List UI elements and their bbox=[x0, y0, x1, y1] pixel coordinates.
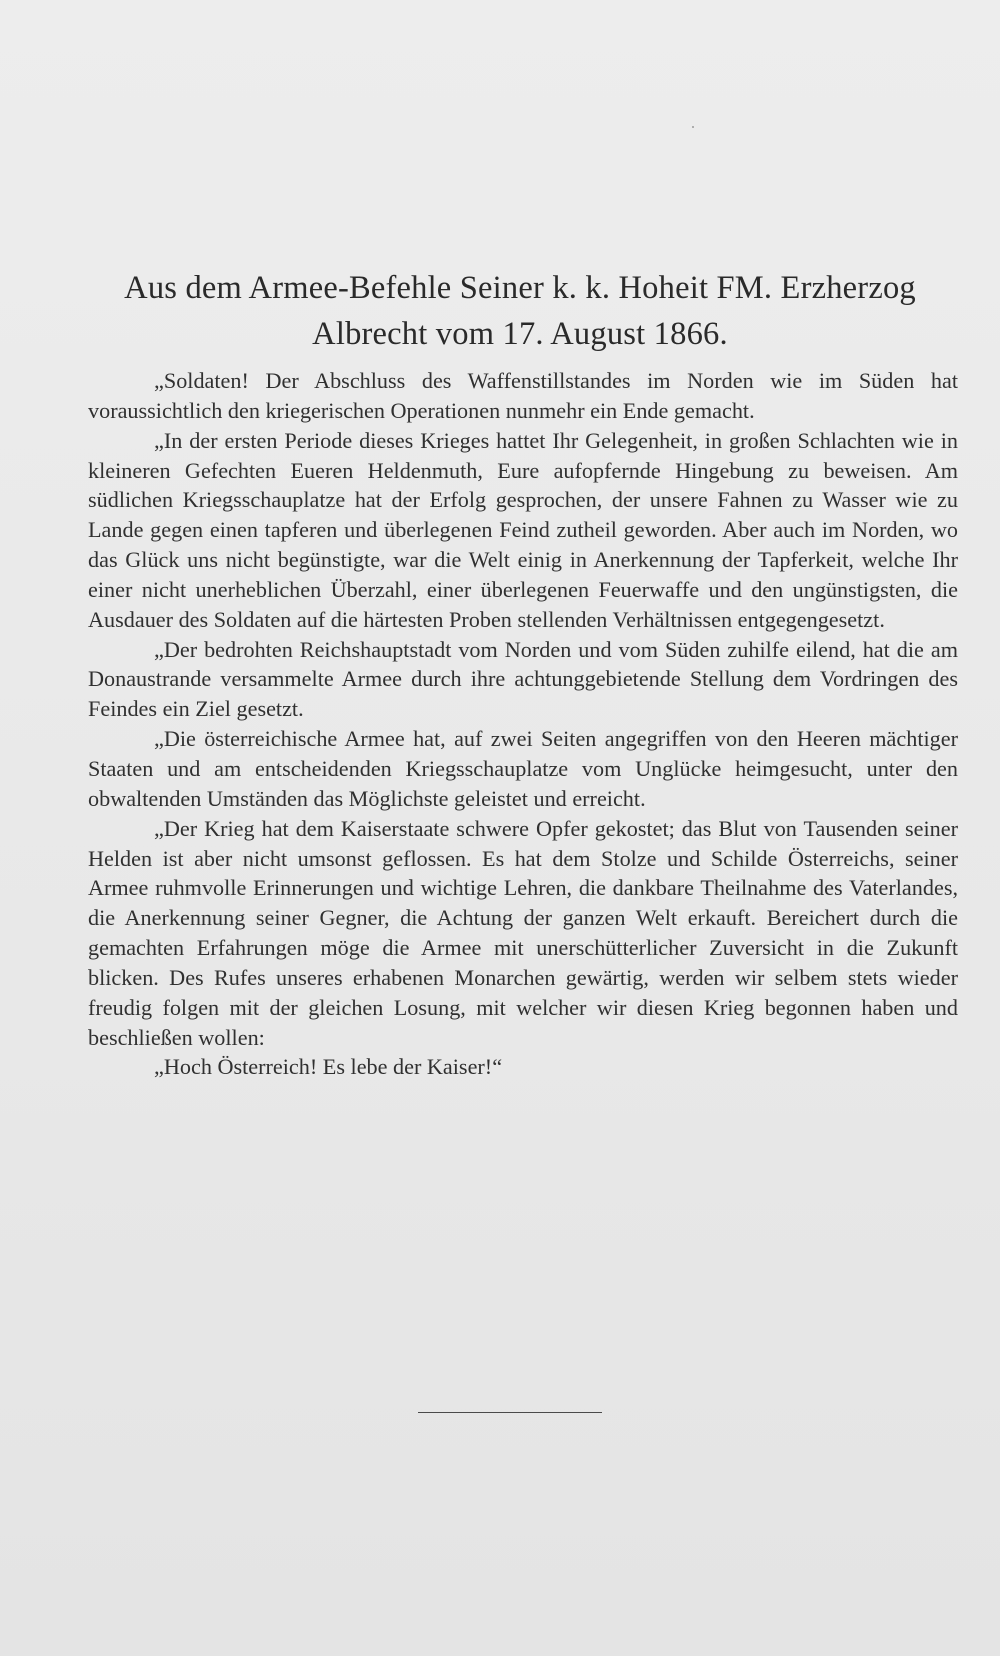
document-body bbox=[88, 366, 958, 1082]
document-title-line-2: Albrecht vom 17. August 1866. bbox=[312, 316, 728, 352]
closing-rule bbox=[418, 1412, 602, 1413]
paragraph-4: „Die österreichische Armee hat, auf zwei Seiten angegriffen von den Heeren mächtiger Staaten und am entscheidenden Kriegsschauplatze vom Unglücke heimgesucht, unter den obwaltenden Umständen das Möglichste geleistet und erreicht. bbox=[88, 726, 958, 811]
paragraph-1: „Soldaten! Der Abschluss des Waffenstillstandes im Norden wie im Süden hat voraussichtlich den kriegerischen Operationen nunmehr ein Ende gemacht. bbox=[88, 368, 958, 423]
paper-speck bbox=[692, 126, 694, 128]
paragraph-5: „Der Krieg hat dem Kaiserstaate schwere Opfer gekostet; das Blut von Tausenden seiner Helden ist aber nicht umsonst geflossen. Es hat dem Stolze und Schilde Österreichs, seiner Armee ruhmvolle Erinnerungen und wichtige Lehren, die dankbare Theilnahme des Vaterlandes, die Anerkennung seiner Gegner, die Achtung der ganzen Welt erkauft. Bereichert durch die gemachten Erfahrungen möge die Armee mit unerschütterlicher Zuversicht in die Zukunft blicken. Des Rufes unseres erhabenen Monarchen gewärtig, werden wir selbem stets wieder freudig folgen mit der gleichen Losung, mit welcher wir diesen Krieg begonnen haben und beschließen wollen: bbox=[88, 815, 958, 1050]
document-title-line-1: Aus dem Armee-Befehle Seiner k. k. Hoheit FM. Erzherzog bbox=[124, 270, 916, 306]
paragraph-2: „In der ersten Periode dieses Krieges hattet Ihr Gelegenheit, in großen Schlachten wie in kleineren Gefechten Eueren Heldenmuth, Eure aufopfernde Hingebung zu beweisen. Am südlichen Kriegsschauplatze hat der Erfolg gesprochen, der unsere Fahnen zu Wasser wie zu Lande gegen einen tapferen und überlegenen Feind zutheil geworden. Aber auch im Norden, wo das Glück uns nicht begünstigte, war die Welt einig in Anerkennung der Tapferkeit, welche Ihr einer nicht unerheblichen Überzahl, einer überlegenen Feuerwaffe und den ungünstigsten, die Ausdauer des Soldaten auf die härtesten Proben stellenden Verhältnissen entgegengesetzt. bbox=[88, 427, 958, 632]
paragraph-3: „Der bedrohten Reichshauptstadt vom Norden und vom Süden zuhilfe eilend, hat die am Donaustrande versammelte Armee durch ihre achtunggebietende Stellung dem Vordringen des Feindes ein Ziel gesetzt. bbox=[88, 636, 958, 722]
paragraph-closing: „Hoch Österreich! Es lebe der Kaiser!“ bbox=[154, 1054, 503, 1080]
